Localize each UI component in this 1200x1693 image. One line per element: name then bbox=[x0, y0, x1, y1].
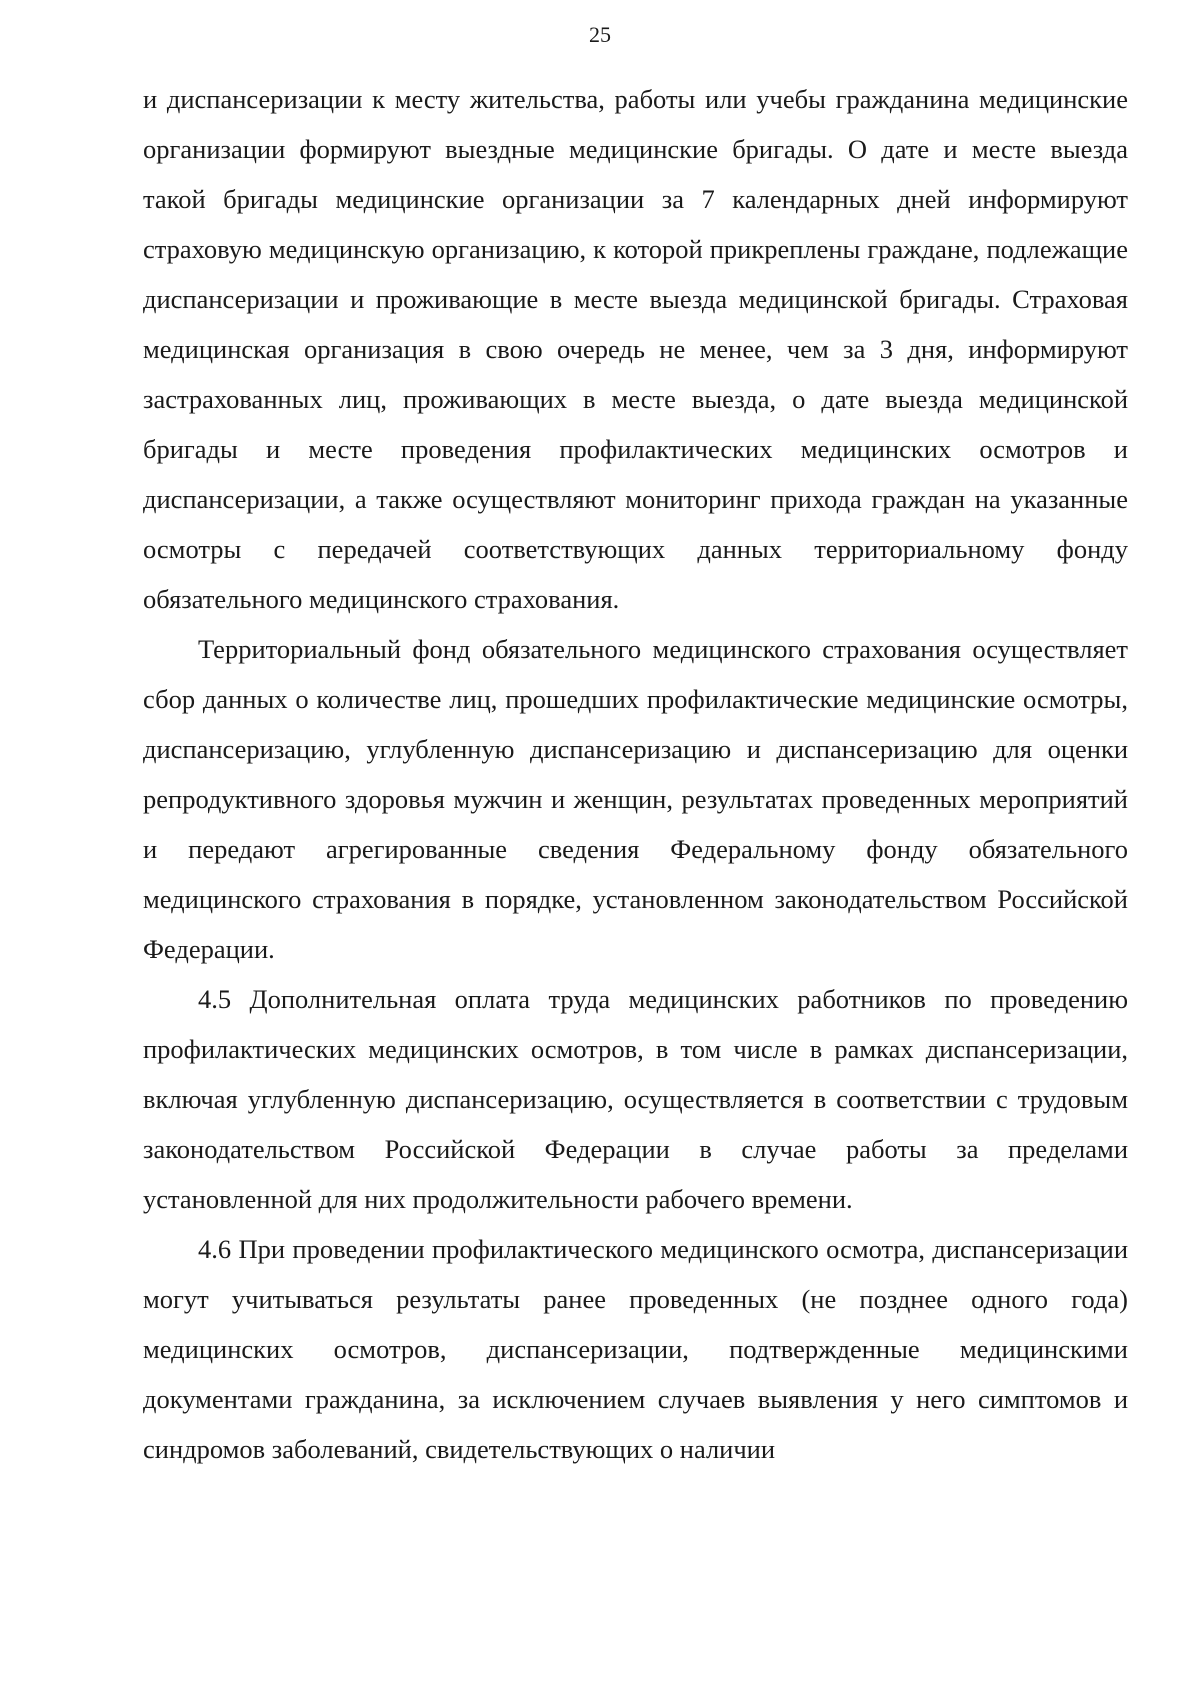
paragraph-continuation: и диспансеризации к месту жительства, работы или учебы гражданина медицинские организации формируют выездные медицинские бригады. О дате и месте выезда такой бригады медицинские организации за 7 календарных дней информируют страховую медицинскую организацию, к которой прикреплены граждане, подлежащие диспансеризации и проживающие в месте выезда медицинской бригады. Страховая медицинская организация в свою очередь не менее, чем за 3 дня, информируют застрахованных лиц, проживающих в месте выезда, о дате выезда медицинской бригады и месте проведения профилактических медицинских осмотров и диспансеризации, а также осуществляют мониторинг прихода граждан на указанные осмотры с передачей соответствующих данных территориальному фонду обязательного медицинского страхования. bbox=[143, 84, 1128, 614]
document-body bbox=[143, 74, 1128, 1474]
paragraph-4-5: 4.5 Дополнительная оплата труда медицинских работников по проведению профилактических медицинских осмотров, в том числе в рамках диспансеризации, включая углубленную диспансеризацию, осуществляется в соответствии с трудовым законодательством Российской Федерации в случае работы за пределами установленной для них продолжительности рабочего времени. bbox=[143, 984, 1128, 1214]
page-number: 25 bbox=[589, 22, 611, 47]
paragraph-territorial-fund: Территориальный фонд обязательного медицинского страхования осуществляет сбор данных о количестве лиц, прошедших профилактические медицинские осмотры, диспансеризацию, углубленную диспансеризацию и диспансеризацию для оценки репродуктивного здоровья мужчин и женщин, результатах проведенных мероприятий и передают агрегированные сведения Федеральному фонду обязательного медицинского страхования в порядке, установленном законодательством Российской Федерации. bbox=[143, 634, 1128, 964]
paragraph-4-6: 4.6 При проведении профилактического медицинского осмотра, диспансеризации могут учитываться результаты ранее проведенных (не позднее одного года) медицинских осмотров, диспансеризации, подтвержденные медицинскими документами гражданина, за исключением случаев выявления у него симптомов и синдромов заболеваний, свидетельствующих о наличии bbox=[143, 1234, 1128, 1464]
